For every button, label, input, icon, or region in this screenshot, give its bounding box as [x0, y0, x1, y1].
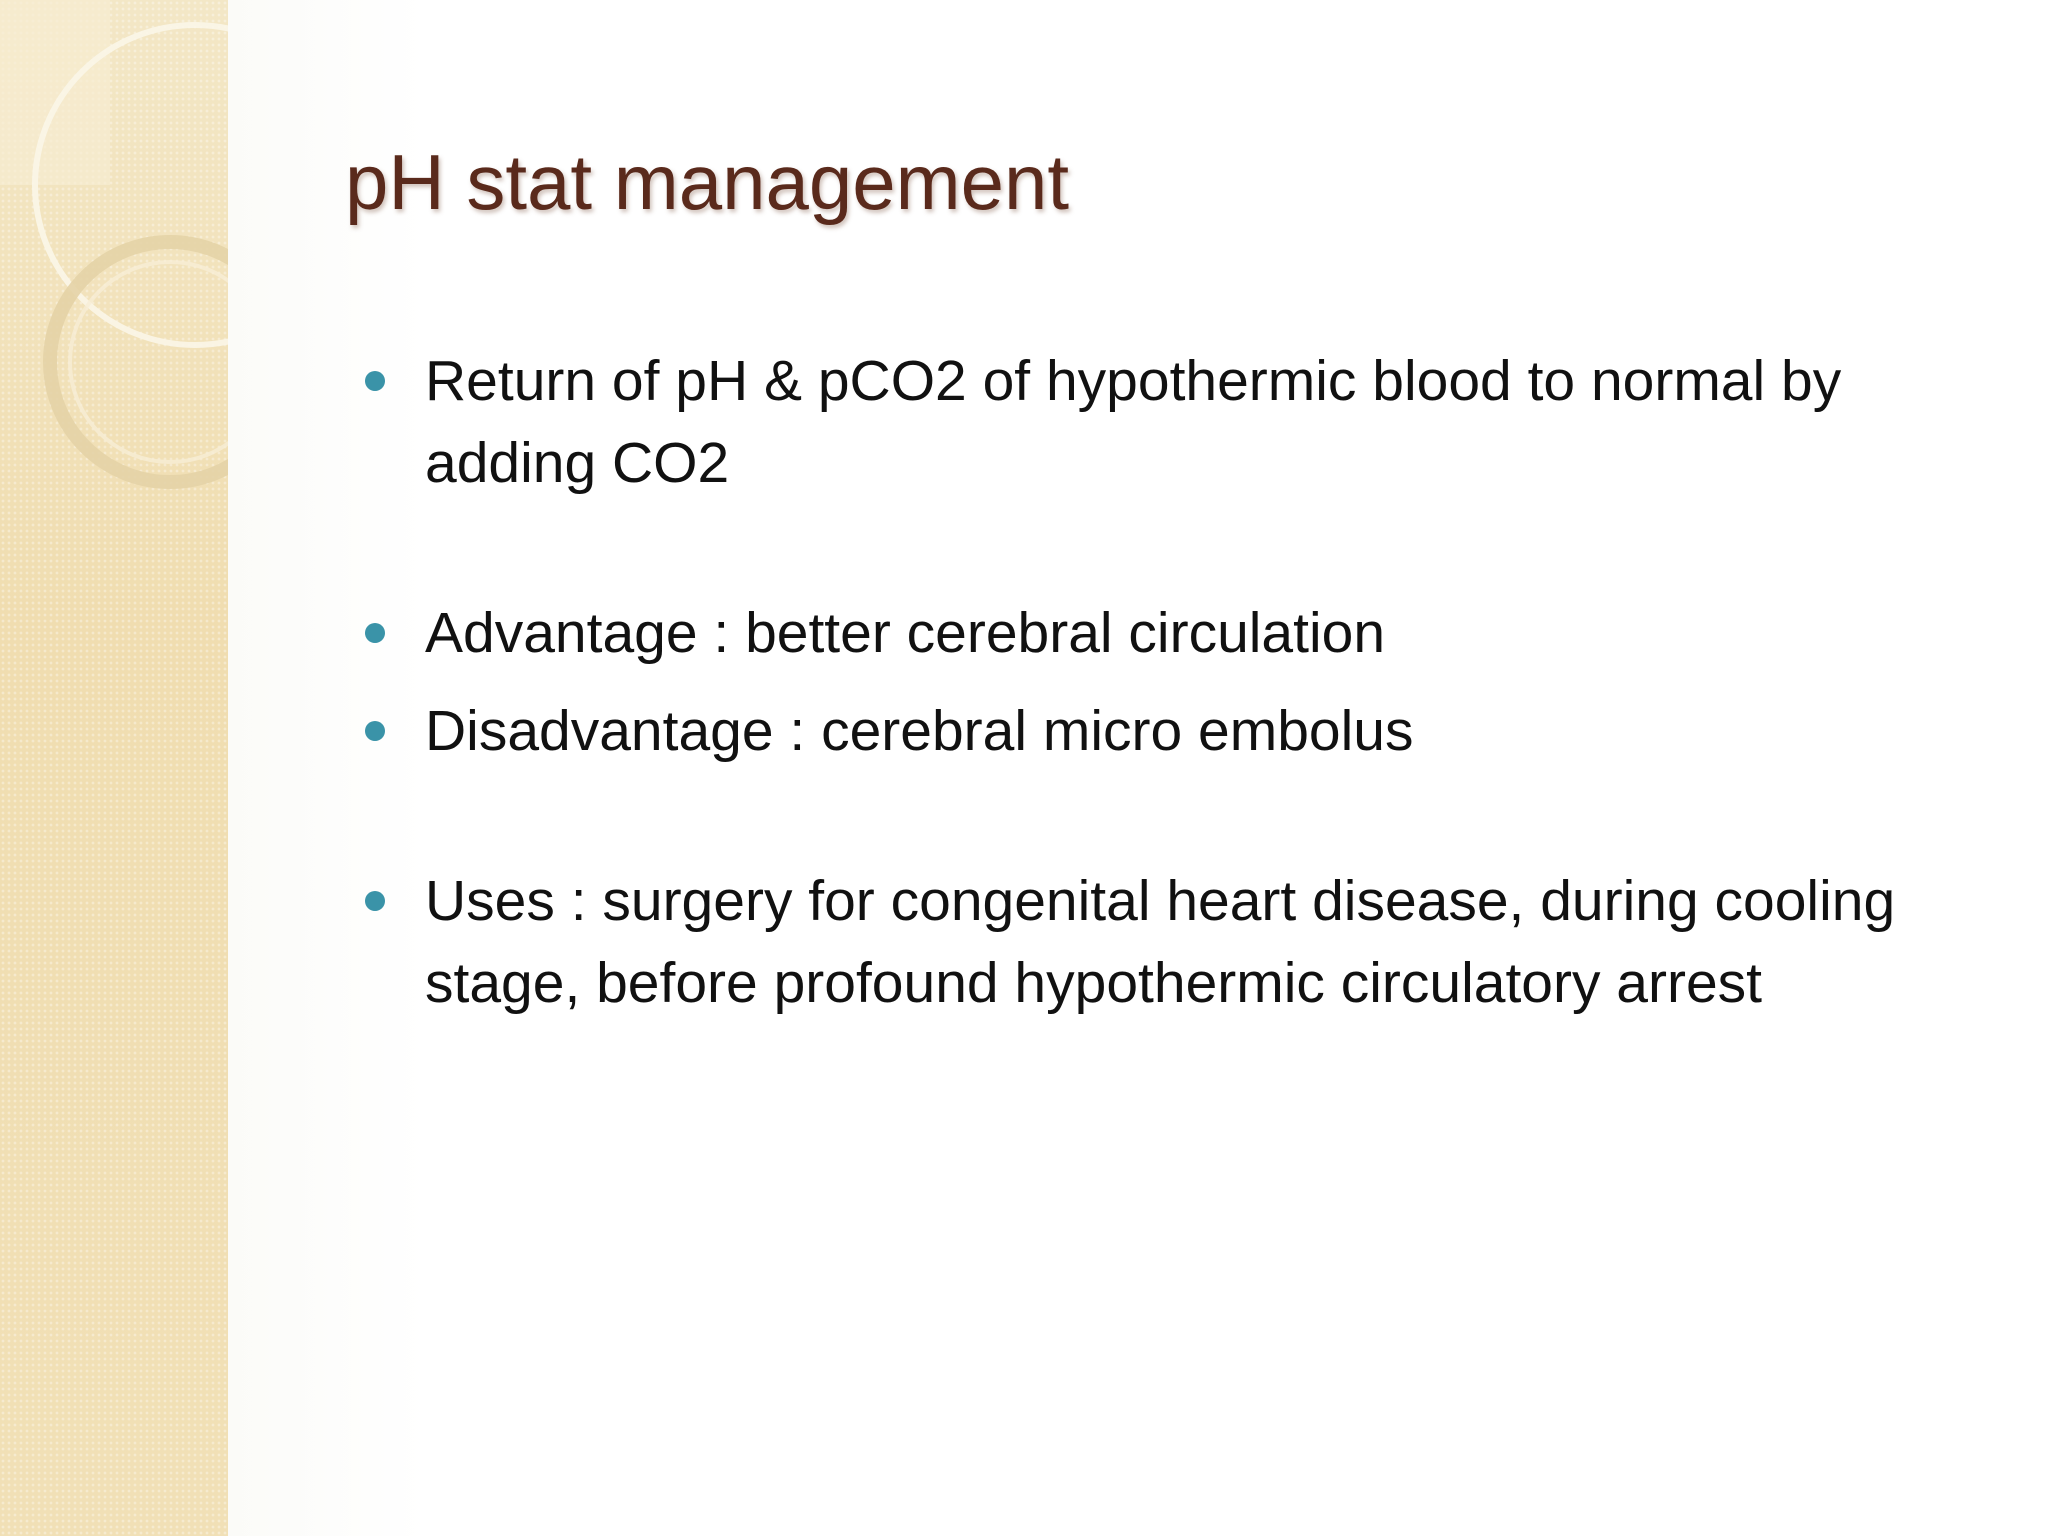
bullet-dot-icon — [365, 891, 385, 911]
bullet-dot-icon — [365, 371, 385, 391]
bullet-list — [365, 340, 1985, 1024]
bullet-text: Uses : surgery for congenital heart disease, during cooling stage, before profound hypothermic circulatory arrest — [425, 869, 1896, 1015]
bullet-dot-icon — [365, 623, 385, 643]
slide-title: pH stat management — [345, 138, 1070, 226]
bullet-item — [365, 860, 1985, 1024]
bullet-text: Disadvantage : cerebral micro embolus — [425, 699, 1414, 763]
bullet-text: Return of pH & pCO2 of hypothermic blood to normal by adding CO2 — [425, 349, 1842, 495]
bullet-text: Advantage : better cerebral circulation — [425, 601, 1386, 665]
bullet-item — [365, 592, 1985, 674]
bullet-item — [365, 690, 1985, 772]
bullet-item — [365, 340, 1985, 504]
decorative-side-band — [0, 0, 230, 1536]
decorative-rings — [0, 0, 228, 520]
bullet-dot-icon — [365, 721, 385, 741]
